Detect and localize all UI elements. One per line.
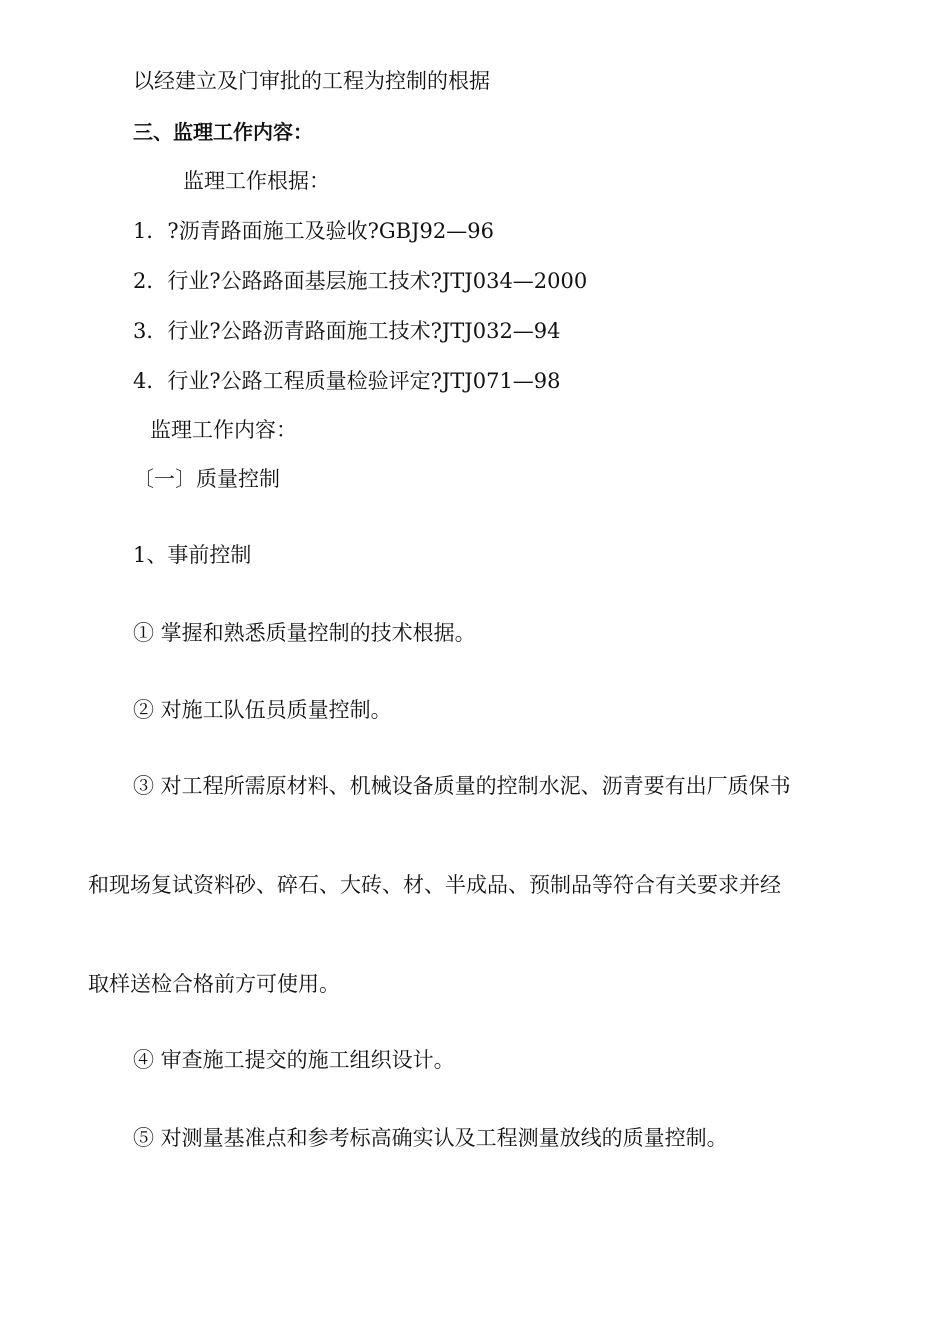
section-heading: 三、监理工作内容： (133, 120, 313, 144)
control-item-3-line-2: 和现场复试资料砂、碎石、大砖、材、半成品、预制品等符合有关要求并经 (88, 873, 781, 897)
control-item-2: ② 对施工队伍员质量控制。 (133, 698, 392, 722)
basis-item-2: 2．行业?公路路面基层施工技术?JTJ034—2000 (133, 269, 588, 293)
basis-item-4: 4．行业?公路工程质量检验评定?JTJ071—98 (133, 369, 561, 393)
control-item-1: ① 掌握和熟悉质量控制的技术根据。 (133, 621, 476, 645)
control-item-4: ④ 审查施工提交的施工组织设计。 (133, 1048, 455, 1072)
content-heading: 监理工作内容： (150, 418, 297, 442)
pre-control-heading: 1、事前控制 (133, 543, 252, 567)
control-item-3-line-3: 取样送检合格前方可使用。 (88, 972, 340, 996)
intro-line: 以经建立及门审批的工程为控制的根据 (133, 69, 490, 93)
basis-item-3: 3．行业?公路沥青路面施工技术?JTJ032—94 (133, 319, 561, 343)
quality-control-heading: 〔一〕质量控制 (133, 467, 280, 491)
basis-heading: 监理工作根据： (183, 169, 330, 193)
control-item-5: ⑤ 对测量基准点和参考标高确实认及工程测量放线的质量控制。 (133, 1126, 728, 1150)
control-item-3-line-1: ③ 对工程所需原材料、机械设备质量的控制水泥、沥青要有出厂质保书 (133, 774, 791, 798)
basis-item-1: 1．?沥青路面施工及验收?GBJ92—96 (133, 219, 494, 243)
